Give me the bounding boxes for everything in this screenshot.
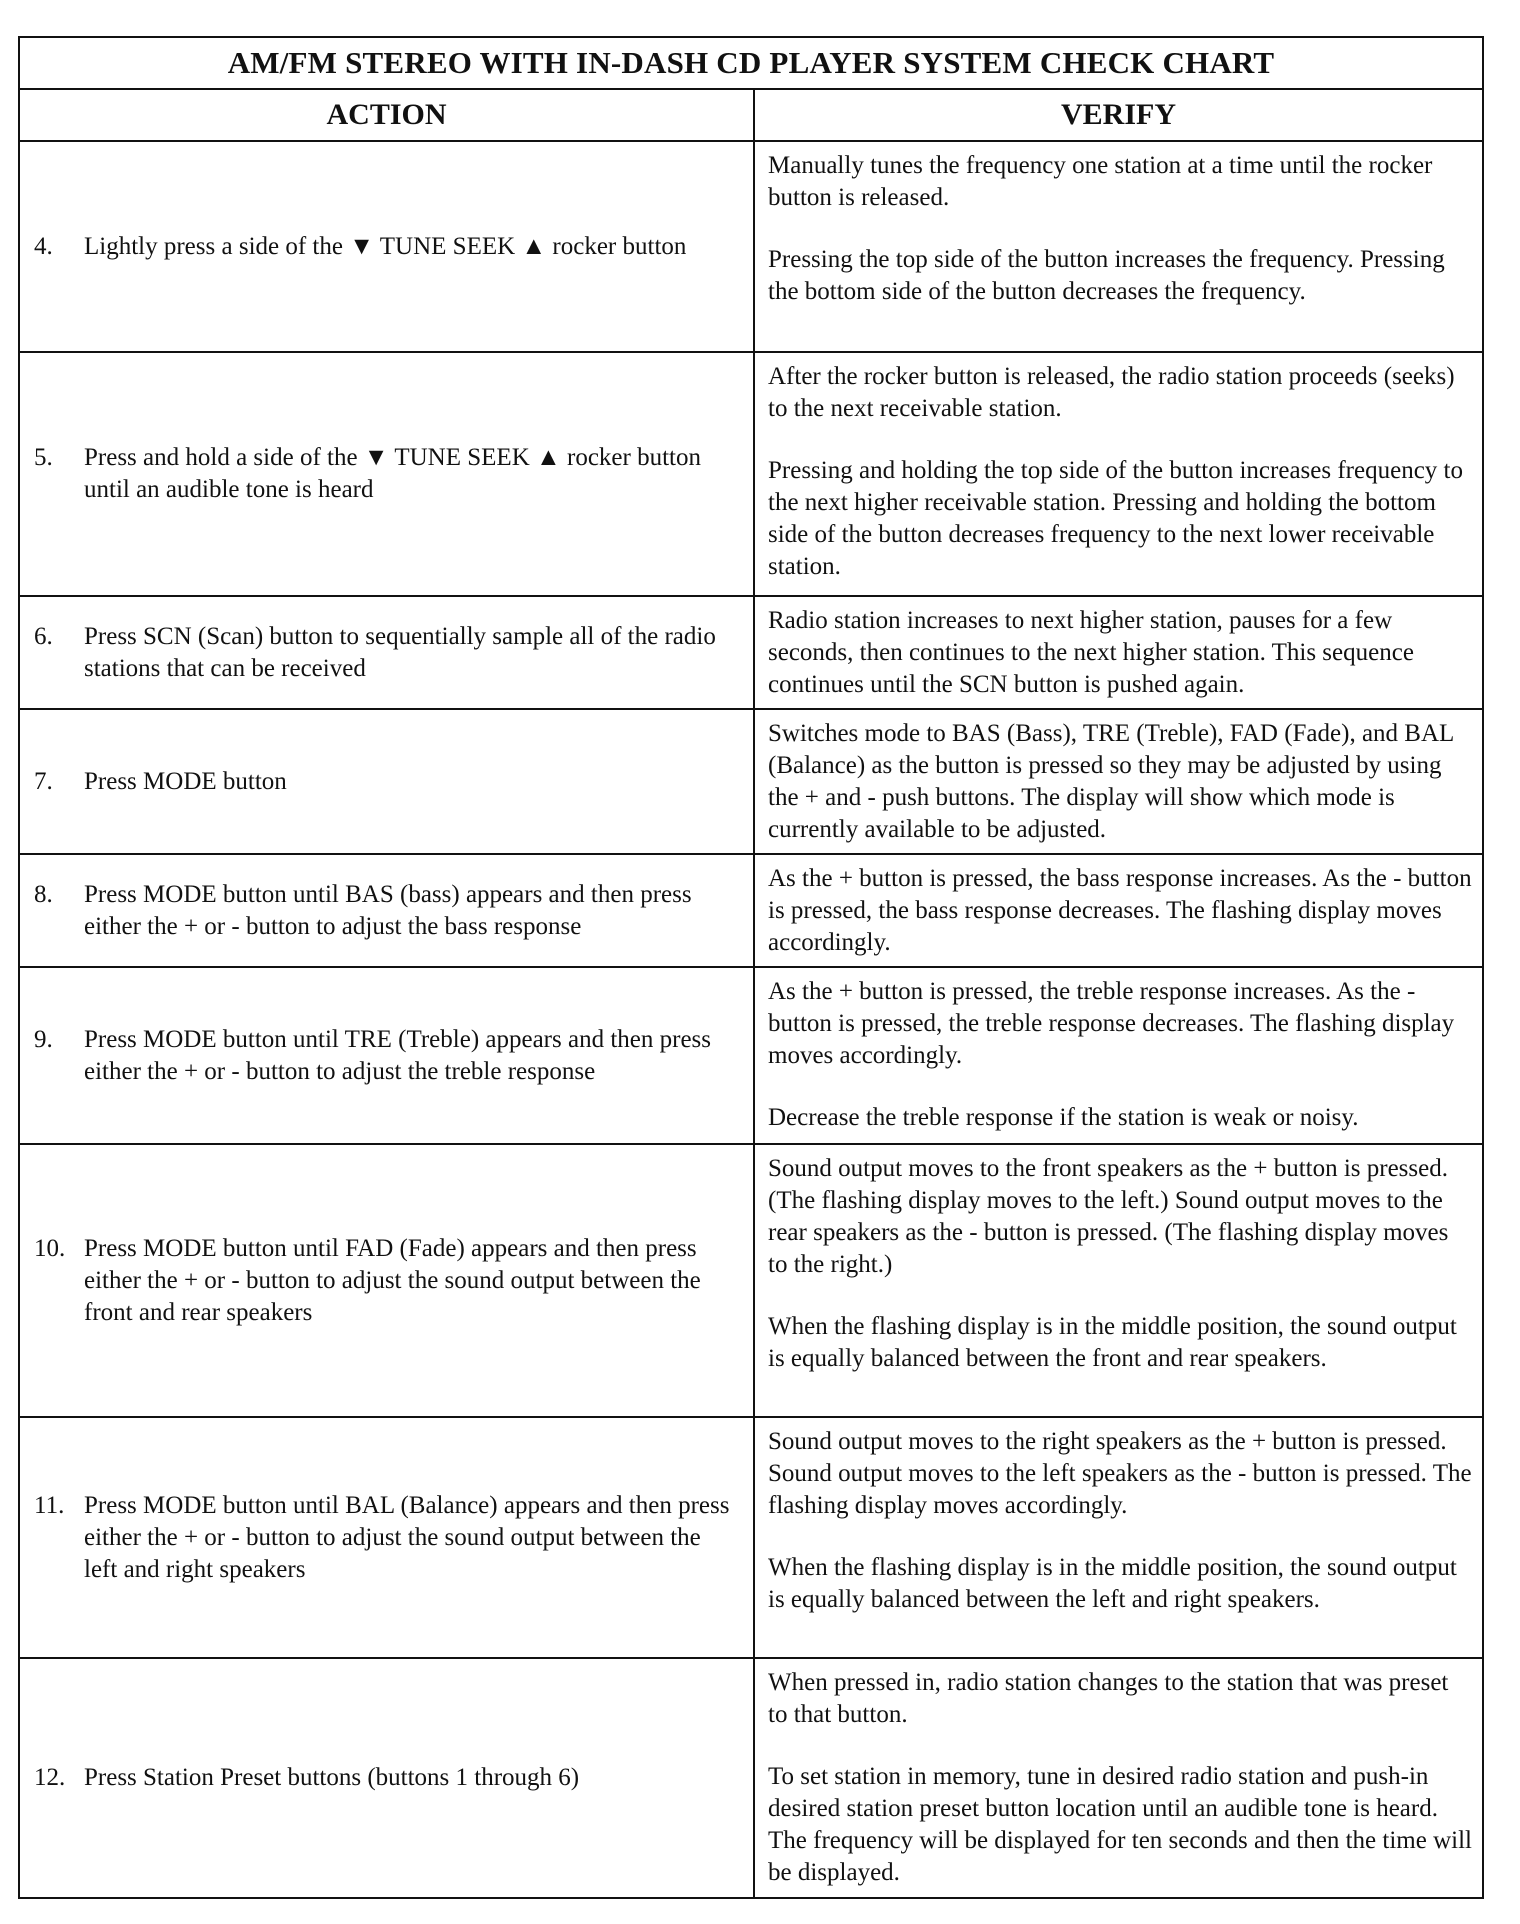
action-cell [19, 709, 754, 854]
verify-paragraph: Sound output moves to the front speakers as the + button is pressed. (The flashing display moves to the left.) Sound output moves to the rear speakers as the - button is pressed. (The flashing display moves to the right.) [768, 1155, 1449, 1278]
action-text: Lightly press a side of the ▼ TUNE SEEK ▲ rocker button [84, 232, 687, 260]
verify-paragraph: When the flashing display is in the middle position, the sound output is equally balanced between the front and rear speakers. [768, 1313, 1457, 1372]
system-check-chart [18, 36, 1484, 1899]
verify-paragraph: As the + button is pressed, the treble response increases. As the - button is pressed, the treble response decreases. The flashing display moves accordingly. [768, 978, 1455, 1069]
action-text: Press MODE button until FAD (Fade) appears and then press either the + or - button to adjust the sound output between the front and rear speakers [84, 1234, 701, 1326]
column-header-action: ACTION [19, 89, 754, 141]
step-number: 12. [34, 1764, 66, 1791]
verify-cell [754, 352, 1483, 596]
verify-paragraph: After the rocker button is released, the radio station proceeds (seeks) to the next receivable station. [768, 363, 1455, 422]
action-text: Press and hold a side of the ▼ TUNE SEEK ▲ rocker button until an audible tone is heard [84, 444, 701, 503]
verify-cell [754, 596, 1483, 709]
table-row [19, 967, 1483, 1144]
step-number: 9. [34, 1025, 53, 1053]
action-text: Press MODE button until BAL (Balance) appears and then press either the + or - button to adjust the sound output between the left and right speakers [84, 1491, 730, 1583]
verify-paragraph: Pressing and holding the top side of the button increases frequency to the next higher receivable station. Pressing and holding the bottom side of the button decreases frequency to the next lower receivable station. [768, 457, 1463, 580]
verify-cell [754, 141, 1483, 352]
step-number: 8. [34, 880, 53, 908]
title-row [19, 37, 1483, 89]
step-number: 4. [34, 232, 53, 260]
verify-cell [754, 709, 1483, 854]
verify-paragraph: Radio station increases to next higher station, pauses for a few seconds, then continues to the next higher station. This sequence continues until the SCN button is pushed again. [768, 607, 1414, 698]
verify-paragraph: To set station in memory, tune in desired radio station and push-in desired station preset button location until an audible tone is heard. The frequency will be displayed for ten seconds and then the time will be displayed. [768, 1763, 1472, 1886]
table-row [19, 1144, 1483, 1417]
verify-cell [754, 967, 1483, 1144]
verify-cell [754, 1144, 1483, 1417]
action-cell [19, 967, 754, 1144]
table-row [19, 141, 1483, 352]
table-row [19, 1417, 1483, 1658]
verify-cell [754, 1417, 1483, 1658]
table-row [19, 352, 1483, 596]
table-row [19, 854, 1483, 967]
verify-paragraph: As the + button is pressed, the bass response increases. As the - button is pressed, the bass response decreases. The flashing display moves accordingly. [768, 865, 1472, 956]
action-text: Press MODE button [84, 767, 287, 795]
verify-paragraph: Switches mode to BAS (Bass), TRE (Treble), FAD (Fade), and BAL (Balance) as the button is pressed so they may be adjusted by using the + and - push buttons. The display will show which mode is currently available to be adjusted. [768, 720, 1454, 843]
action-cell [19, 1417, 754, 1658]
verify-cell [754, 854, 1483, 967]
action-cell [19, 1658, 754, 1898]
step-number: 6. [34, 622, 53, 650]
chart-title: AM/FM STEREO WITH IN-DASH CD PLAYER SYSTEM CHECK CHART [19, 37, 1483, 89]
table-row [19, 596, 1483, 709]
step-number: 10. [34, 1234, 66, 1262]
action-cell [19, 352, 754, 596]
verify-paragraph: Pressing the top side of the button increases the frequency. Pressing the bottom side of the button decreases the frequency. [768, 246, 1445, 305]
action-cell [19, 854, 754, 967]
step-number: 5. [34, 444, 53, 471]
table-row [19, 1658, 1483, 1898]
action-text: Press Station Preset buttons (buttons 1 through 6) [84, 1764, 580, 1791]
action-text: Press MODE button until TRE (Treble) appears and then press either the + or - button to adjust the treble response [84, 1025, 712, 1085]
action-text: Press MODE button until BAS (bass) appears and then press either the + or - button to adjust the bass response [84, 880, 692, 940]
header-row [19, 89, 1483, 141]
action-cell [19, 596, 754, 709]
action-cell [19, 141, 754, 352]
action-cell [19, 1144, 754, 1417]
table-row [19, 709, 1483, 854]
verify-paragraph: When the flashing display is in the middle position, the sound output is equally balanced between the left and right speakers. [768, 1554, 1457, 1613]
chart-body [19, 141, 1483, 1898]
verify-paragraph: Sound output moves to the right speakers as the + button is pressed. Sound output moves to the left speakers as the - button is pressed. The flashing display moves accordingly. [768, 1428, 1472, 1519]
step-number: 11. [34, 1491, 65, 1519]
action-text: Press SCN (Scan) button to sequentially sample all of the radio stations that can be received [84, 622, 716, 682]
step-number: 7. [34, 767, 53, 795]
verify-paragraph: Manually tunes the frequency one station at a time until the rocker button is released. [768, 152, 1433, 211]
verify-paragraph: When pressed in, radio station changes to the station that was preset to that button. [768, 1669, 1449, 1728]
column-header-verify: VERIFY [754, 89, 1483, 141]
verify-paragraph: Decrease the treble response if the station is weak or noisy. [768, 1104, 1359, 1131]
verify-cell [754, 1658, 1483, 1898]
